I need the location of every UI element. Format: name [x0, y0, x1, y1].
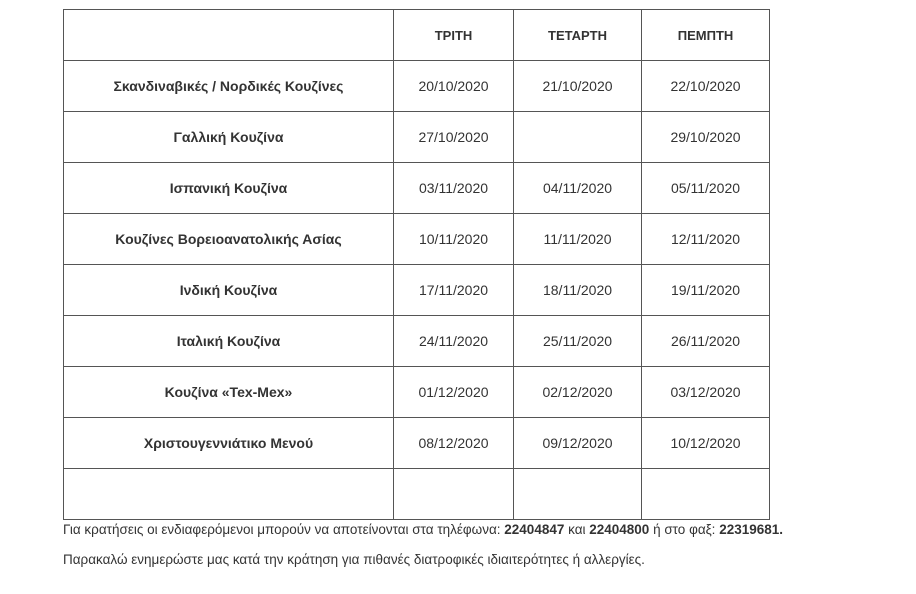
cuisine-cell: Σκανδιναβικές / Νορδικές Κουζίνες [64, 61, 394, 112]
header-cell-wednesday: ΤΕΤΑΡΤΗ [514, 10, 642, 61]
wednesday-date-cell: 25/11/2020 [514, 316, 642, 367]
thursday-date-cell: 10/12/2020 [642, 418, 770, 469]
header-cell-tuesday: ΤΡΙΤΗ [394, 10, 514, 61]
table-row [64, 367, 770, 418]
table-row [64, 214, 770, 265]
wednesday-date-cell: 11/11/2020 [514, 214, 642, 265]
tuesday-date-cell: 08/12/2020 [394, 418, 514, 469]
phone-number-1: 22404847 [504, 522, 565, 537]
table-row [64, 112, 770, 163]
fax-prefix: ή στο φαξ: [649, 522, 720, 537]
wednesday-date-cell: 02/12/2020 [514, 367, 642, 418]
dietary-note: Παρακαλώ ενημερώστε μας κατά την κράτηση για πιθανές διατροφικές ιδιαιτερότητες ή αλλεργίες. [63, 552, 645, 567]
thursday-date-cell: 26/11/2020 [642, 316, 770, 367]
cuisine-cell: Ιταλική Κουζίνα [64, 316, 394, 367]
thursday-date-cell: 03/12/2020 [642, 367, 770, 418]
cuisine-cell: Ισπανική Κουζίνα [64, 163, 394, 214]
wednesday-date-cell [514, 112, 642, 163]
table-row [64, 469, 770, 520]
cuisine-cell: Χριστουγεννιάτικο Μενού [64, 418, 394, 469]
table-row [64, 316, 770, 367]
wednesday-date-cell: 18/11/2020 [514, 265, 642, 316]
tuesday-date-cell: 27/10/2020 [394, 112, 514, 163]
tuesday-date-cell [394, 469, 514, 520]
cuisine-cell: Κουζίνες Βορειοανατολικής Ασίας [64, 214, 394, 265]
thursday-date-cell: 19/11/2020 [642, 265, 770, 316]
cuisine-cell: Ινδική Κουζίνα [64, 265, 394, 316]
tuesday-date-cell: 10/11/2020 [394, 214, 514, 265]
wednesday-date-cell: 04/11/2020 [514, 163, 642, 214]
schedule-table-body [64, 10, 770, 520]
tuesday-date-cell: 24/11/2020 [394, 316, 514, 367]
header-cell-empty [64, 10, 394, 61]
wednesday-date-cell: 21/10/2020 [514, 61, 642, 112]
tuesday-date-cell: 17/11/2020 [394, 265, 514, 316]
booking-prefix: Για κρατήσεις οι ενδιαφερόμενοι μπορούν να αποτείνονται στα τηλέφωνα: [63, 522, 505, 537]
phone-number-2: 22404800 [589, 522, 650, 537]
table-row [64, 418, 770, 469]
cooking-schedule-table [63, 9, 770, 520]
table-row [64, 265, 770, 316]
header-row [64, 10, 770, 61]
tuesday-date-cell: 01/12/2020 [394, 367, 514, 418]
thursday-date-cell: 12/11/2020 [642, 214, 770, 265]
table-row [64, 61, 770, 112]
tuesday-date-cell: 03/11/2020 [394, 163, 514, 214]
cuisine-cell: Γαλλική Κουζίνα [64, 112, 394, 163]
thursday-date-cell [642, 469, 770, 520]
thursday-date-cell: 22/10/2020 [642, 61, 770, 112]
cuisine-cell [64, 469, 394, 520]
tuesday-date-cell: 20/10/2020 [394, 61, 514, 112]
header-cell-thursday: ΠΕΜΠΤΗ [642, 10, 770, 61]
wednesday-date-cell: 09/12/2020 [514, 418, 642, 469]
fax-number: 22319681. [719, 522, 784, 537]
thursday-date-cell: 29/10/2020 [642, 112, 770, 163]
booking-contact-note [63, 522, 783, 537]
thursday-date-cell: 05/11/2020 [642, 163, 770, 214]
cuisine-cell: Κουζίνα «Tex-Mex» [64, 367, 394, 418]
and-word: και [564, 522, 590, 537]
table-row [64, 163, 770, 214]
wednesday-date-cell [514, 469, 642, 520]
